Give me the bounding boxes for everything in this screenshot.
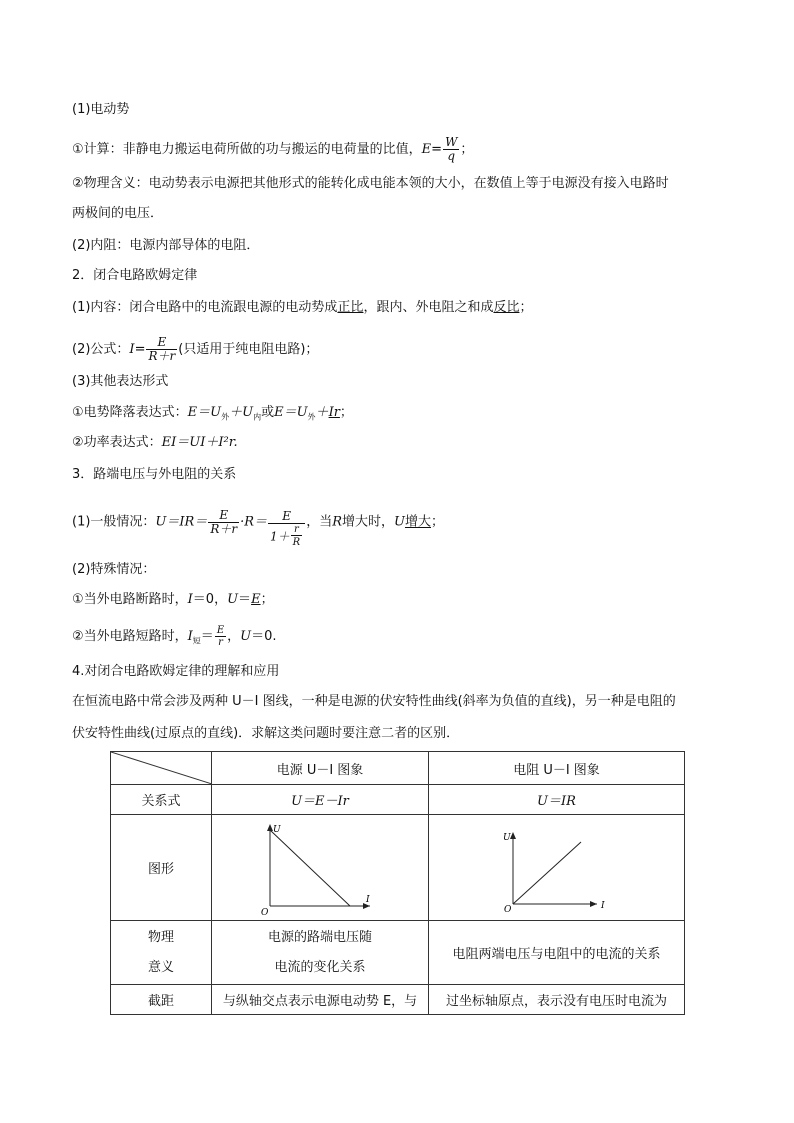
row-label-meaning <box>111 921 212 985</box>
short-circuit-line: ②当外电路短路时，$I_短=$ $\frac{E}{r}$ ，U＝0. <box>72 625 277 648</box>
row-label-meaning-line-2: 意义 <box>147 959 174 975</box>
ohm-law-formula-line: (2)公式：I= $\frac{E}{R+r}$ (只适用于纯电阻电路)； <box>72 335 319 363</box>
short-fraction: $\frac{E}{r}$ <box>216 625 225 648</box>
table-row <box>111 785 685 815</box>
source-graph-origin-label: O <box>261 907 269 916</box>
table-row <box>111 985 685 1015</box>
section-application-heading: 4.对闭合电路欧姆定律的理解和应用 <box>72 664 280 679</box>
emf-meaning-line-1: ②物理含义：电动势表示电源把其他形式的能转化成电能本领的大小，在数值上等于电源没有接入电路时 <box>72 176 669 191</box>
header-source-graph: 电源 U－I 图象 <box>212 752 429 785</box>
resistor-relation-formula: U＝IR <box>429 785 685 815</box>
resistor-meaning-cell: 电阻两端电压与电阻中的电流的关系 <box>429 921 685 985</box>
general-fraction-1: $\frac{E}{R+r}$ <box>210 507 238 536</box>
resistor-graph-origin-label: O <box>503 904 511 915</box>
row-label-relation: 关系式 <box>111 785 212 815</box>
open-circuit-line: ①当外电路断路时，I＝0，U＝E； <box>72 592 274 607</box>
section-ohm-law-heading: 2．闭合电路欧姆定律 <box>72 268 198 283</box>
other-forms-heading: (3)其他表达形式 <box>72 374 169 389</box>
special-case-heading: (2)特殊情况： <box>72 562 156 577</box>
section-emf-heading: (1)电动势 <box>72 102 130 117</box>
ohm-fraction: $\frac{E}{R+r}$ <box>148 335 176 363</box>
table-row <box>111 815 685 921</box>
resistor-graph-cell <box>429 815 685 921</box>
source-graph-i-label: I <box>366 894 370 905</box>
emf-meaning-line-2: 两极间的电压． <box>72 206 164 221</box>
source-meaning-line-1: 电源的路端电压随 <box>267 929 372 945</box>
diagonal-header-cell <box>111 752 212 785</box>
resistor-graph-u-label: U <box>502 832 511 843</box>
resistor-graph-i-label: I <box>600 900 605 911</box>
application-paragraph-line-2: 伏安特性曲线(过原点的直线)．求解这类问题时要注意二者的区别． <box>72 726 460 741</box>
resistor-ui-graph <box>497 820 617 916</box>
diagonal-line <box>111 752 212 784</box>
internal-resistance-line: (2)内阻：电源内部导体的电阻． <box>72 238 260 253</box>
emf-calculation-line: ①计算：非静电力搬运电荷所做的功与搬运的电荷量的比值，E= $\frac{W}{q}$ ； <box>72 135 474 163</box>
general-case-line: (1)一般情况：U＝IR＝ $\frac{E}{R+r}$ ·R＝ E 1＋ $\frac{r}{R}$ ，当R增大时，U增大； <box>72 507 445 548</box>
source-graph-cell <box>212 815 429 921</box>
source-graph-u-label: U <box>273 824 281 835</box>
row-label-graph: 图形 <box>111 815 212 921</box>
row-label-intercept: 截距 <box>111 985 212 1015</box>
general-fraction-2: E 1＋ $\frac{r}{R}$ <box>268 510 305 550</box>
source-intercept-cell: 与纵轴交点表示电源电动势 E，与 <box>212 985 429 1015</box>
ohm-law-content-line: (1)内容：闭合电路中的电流跟电源的电动势成正比，跟内、外电阻之和成反比； <box>72 300 533 315</box>
power-line: ②功率表达式：EI＝UI＋I²r. <box>72 435 238 450</box>
header-resistor-graph: 电阻 U－I 图象 <box>429 752 685 785</box>
row-label-meaning-line-1: 物理 <box>147 929 174 945</box>
table-row <box>111 921 685 985</box>
resistor-intercept-cell: 过坐标轴原点，表示没有电压时电流为 <box>429 985 685 1015</box>
source-meaning-line-2: 电流的变化关系 <box>274 959 366 975</box>
source-relation-formula: U＝E－Ir <box>212 785 429 815</box>
application-paragraph-line-1: 在恒流电路中常会涉及两种 U－I 图线，一种是电源的伏安特性曲线(斜率为负值的直线)，另一种是电阻的 <box>72 694 676 709</box>
ui-graph-comparison-table <box>110 751 685 1015</box>
potential-drop-line: ①电势降落表达式：$E=U_外+U_内$或$E=U_外+Ir$； <box>72 405 353 422</box>
section-terminal-voltage-heading: 3．路端电压与外电阻的关系 <box>72 467 237 482</box>
source-meaning-cell <box>212 921 429 985</box>
source-ui-graph <box>260 820 380 916</box>
emf-fraction: $\frac{W}{q}$ <box>445 135 458 163</box>
table-header-row <box>111 752 685 785</box>
